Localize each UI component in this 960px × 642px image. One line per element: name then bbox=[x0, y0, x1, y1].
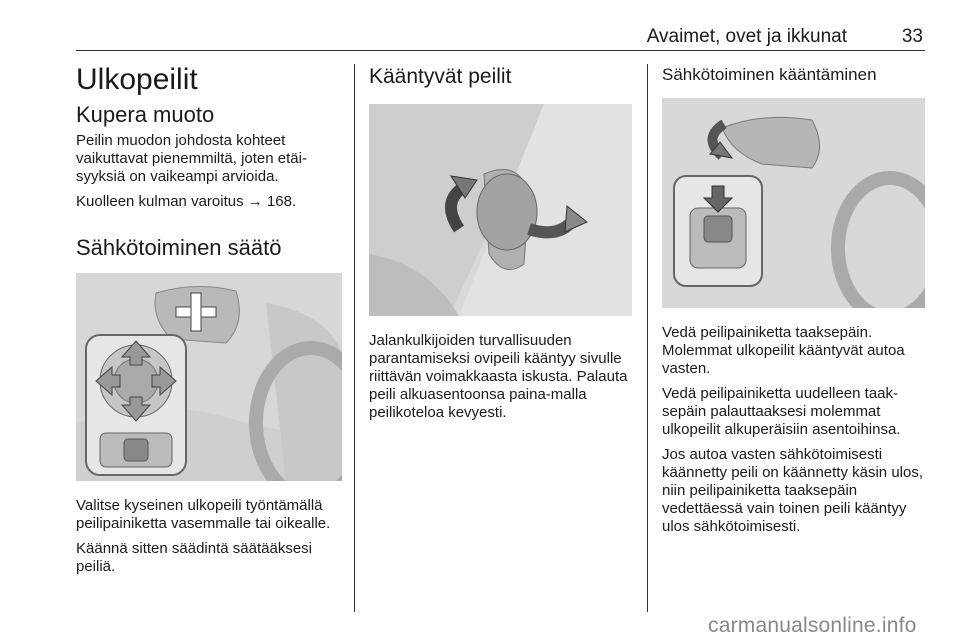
figure-electric-fold bbox=[662, 98, 927, 308]
page-number: 33 bbox=[901, 26, 923, 47]
chapter-title: Avaimet, ovet ja ikkunat bbox=[646, 26, 847, 47]
section-title: Ulkopeilit bbox=[76, 63, 198, 96]
column-3 bbox=[662, 62, 927, 543]
subsection-title: Sähkötoiminen säätö bbox=[76, 235, 282, 260]
column-1 bbox=[76, 62, 342, 583]
folding-mirror-illustration bbox=[369, 104, 632, 316]
section-title: Kääntyvät peilit bbox=[369, 65, 512, 88]
column-2 bbox=[369, 62, 634, 429]
figure-mirror-adjust bbox=[76, 273, 342, 481]
paragraph: Valitse kyseinen ulkopeili työntämällä peilipainiketta vasemmalle tai oikealle. bbox=[76, 497, 331, 532]
paragraph-blind-spot-ref: Kuolleen kulman varoitus → 168. bbox=[76, 193, 297, 210]
paragraph: Vedä peilipainiketta uudelleen taak-sepäin palauttaaksesi molemmat ulkopeilit alkuperäisiin asentoihinsa. bbox=[662, 385, 901, 438]
figure-folding-mirror bbox=[369, 104, 634, 316]
page-header bbox=[76, 22, 925, 51]
paragraph: Jalankulkijoiden turvallisuuden parantamiseksi ovipeili kääntyy sivulle riittävän voimakkaasta iskusta. Palauta peili alkuasentoonsa paina-malla peilikoteloa kevyesti. bbox=[369, 332, 628, 421]
section-title: Sähkötoiminen kääntäminen bbox=[662, 65, 877, 84]
subsection-title: Kupera muoto bbox=[76, 102, 215, 127]
mirror-adjust-illustration bbox=[76, 273, 342, 481]
column-divider bbox=[354, 64, 355, 612]
electric-fold-illustration bbox=[662, 98, 925, 308]
watermark: carmanualsonline.info bbox=[708, 614, 917, 637]
paragraph: Vedä peilipainiketta taaksepäin. Molemmat ulkopeilit kääntyvät autoa vasten. bbox=[662, 324, 905, 377]
paragraph: Käännä sitten säädintä säätääksesi peiliä. bbox=[76, 540, 312, 575]
paragraph: Jos autoa vasten sähkötoimisesti käännetty peili on käännetty käsin ulos, niin peilipainiketta taaksepäin vedettäessä vain toinen peili kääntyy ulos sähkötoimisesti. bbox=[662, 446, 923, 535]
paragraph: Peilin muodon johdosta kohteet vaikuttavat pienemmiltä, joten etäi-syyksiä on vaikeampi arvioida. bbox=[76, 132, 307, 185]
column-divider bbox=[647, 64, 648, 612]
